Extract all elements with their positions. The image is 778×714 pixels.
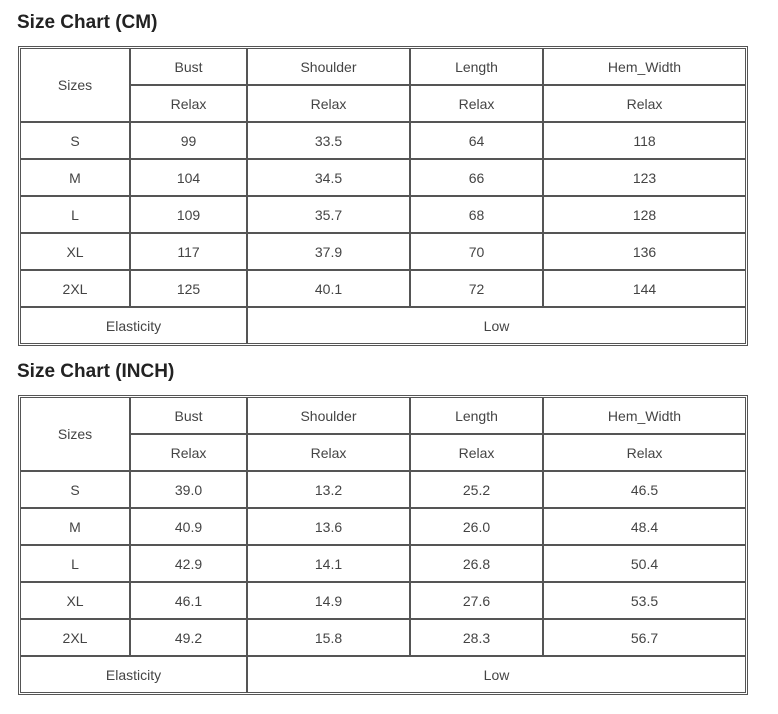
table-row <box>20 122 746 159</box>
value-cell: 13.2 <box>247 471 410 508</box>
value-cell: 56.7 <box>543 619 746 656</box>
elasticity-label: Elasticity <box>20 656 247 693</box>
value-cell: 14.1 <box>247 545 410 582</box>
size-cell: 2XL <box>20 270 130 307</box>
fit-cell: Relax <box>247 85 410 122</box>
table-row <box>20 508 746 545</box>
table-header-row <box>20 48 746 85</box>
hem-width-header-cell: Hem_Width <box>543 48 746 85</box>
table-row <box>20 545 746 582</box>
value-cell: 118 <box>543 122 746 159</box>
value-cell: 35.7 <box>247 196 410 233</box>
size-cell: 2XL <box>20 619 130 656</box>
fit-cell: Relax <box>130 434 247 471</box>
size-chart-inch-title: Size Chart (INCH) <box>17 361 175 382</box>
fit-cell: Relax <box>130 85 247 122</box>
fit-cell: Relax <box>410 85 543 122</box>
value-cell: 40.9 <box>130 508 247 545</box>
size-chart-cm-table <box>18 46 748 346</box>
value-cell: 46.1 <box>130 582 247 619</box>
value-cell: 39.0 <box>130 471 247 508</box>
table-row <box>20 471 746 508</box>
length-header-cell: Length <box>410 48 543 85</box>
value-cell: 25.2 <box>410 471 543 508</box>
table-row <box>20 582 746 619</box>
value-cell: 125 <box>130 270 247 307</box>
elasticity-value: Low <box>247 656 746 693</box>
table-row <box>20 233 746 270</box>
elasticity-label: Elasticity <box>20 307 247 344</box>
elasticity-value: Low <box>247 307 746 344</box>
fit-cell: Relax <box>543 85 746 122</box>
table-header-row <box>20 397 746 434</box>
table-row <box>20 159 746 196</box>
value-cell: 27.6 <box>410 582 543 619</box>
sizes-header-cell: Sizes <box>20 48 130 122</box>
value-cell: 26.8 <box>410 545 543 582</box>
table-row <box>20 270 746 307</box>
value-cell: 50.4 <box>543 545 746 582</box>
value-cell: 104 <box>130 159 247 196</box>
size-cell: S <box>20 122 130 159</box>
value-cell: 70 <box>410 233 543 270</box>
value-cell: 99 <box>130 122 247 159</box>
value-cell: 128 <box>543 196 746 233</box>
value-cell: 48.4 <box>543 508 746 545</box>
value-cell: 136 <box>543 233 746 270</box>
value-cell: 42.9 <box>130 545 247 582</box>
length-header-cell: Length <box>410 397 543 434</box>
elasticity-row <box>20 656 746 693</box>
value-cell: 28.3 <box>410 619 543 656</box>
size-cell: XL <box>20 233 130 270</box>
sizes-header-cell: Sizes <box>20 397 130 471</box>
shoulder-header-cell: Shoulder <box>247 397 410 434</box>
size-cell: L <box>20 545 130 582</box>
value-cell: 33.5 <box>247 122 410 159</box>
value-cell: 26.0 <box>410 508 543 545</box>
size-cell: M <box>20 159 130 196</box>
table-row <box>20 619 746 656</box>
value-cell: 37.9 <box>247 233 410 270</box>
fit-cell: Relax <box>247 434 410 471</box>
fit-cell: Relax <box>410 434 543 471</box>
value-cell: 66 <box>410 159 543 196</box>
value-cell: 14.9 <box>247 582 410 619</box>
elasticity-row <box>20 307 746 344</box>
hem-width-header-cell: Hem_Width <box>543 397 746 434</box>
value-cell: 117 <box>130 233 247 270</box>
size-cell: S <box>20 471 130 508</box>
bust-header-cell: Bust <box>130 397 247 434</box>
value-cell: 13.6 <box>247 508 410 545</box>
value-cell: 144 <box>543 270 746 307</box>
size-chart-inch-table <box>18 395 748 695</box>
value-cell: 53.5 <box>543 582 746 619</box>
value-cell: 15.8 <box>247 619 410 656</box>
value-cell: 49.2 <box>130 619 247 656</box>
value-cell: 72 <box>410 270 543 307</box>
value-cell: 64 <box>410 122 543 159</box>
value-cell: 109 <box>130 196 247 233</box>
value-cell: 68 <box>410 196 543 233</box>
table-row <box>20 196 746 233</box>
shoulder-header-cell: Shoulder <box>247 48 410 85</box>
bust-header-cell: Bust <box>130 48 247 85</box>
size-cell: XL <box>20 582 130 619</box>
value-cell: 123 <box>543 159 746 196</box>
value-cell: 34.5 <box>247 159 410 196</box>
size-cell: L <box>20 196 130 233</box>
value-cell: 46.5 <box>543 471 746 508</box>
size-chart-cm-title: Size Chart (CM) <box>17 12 158 33</box>
fit-cell: Relax <box>543 434 746 471</box>
value-cell: 40.1 <box>247 270 410 307</box>
size-cell: M <box>20 508 130 545</box>
